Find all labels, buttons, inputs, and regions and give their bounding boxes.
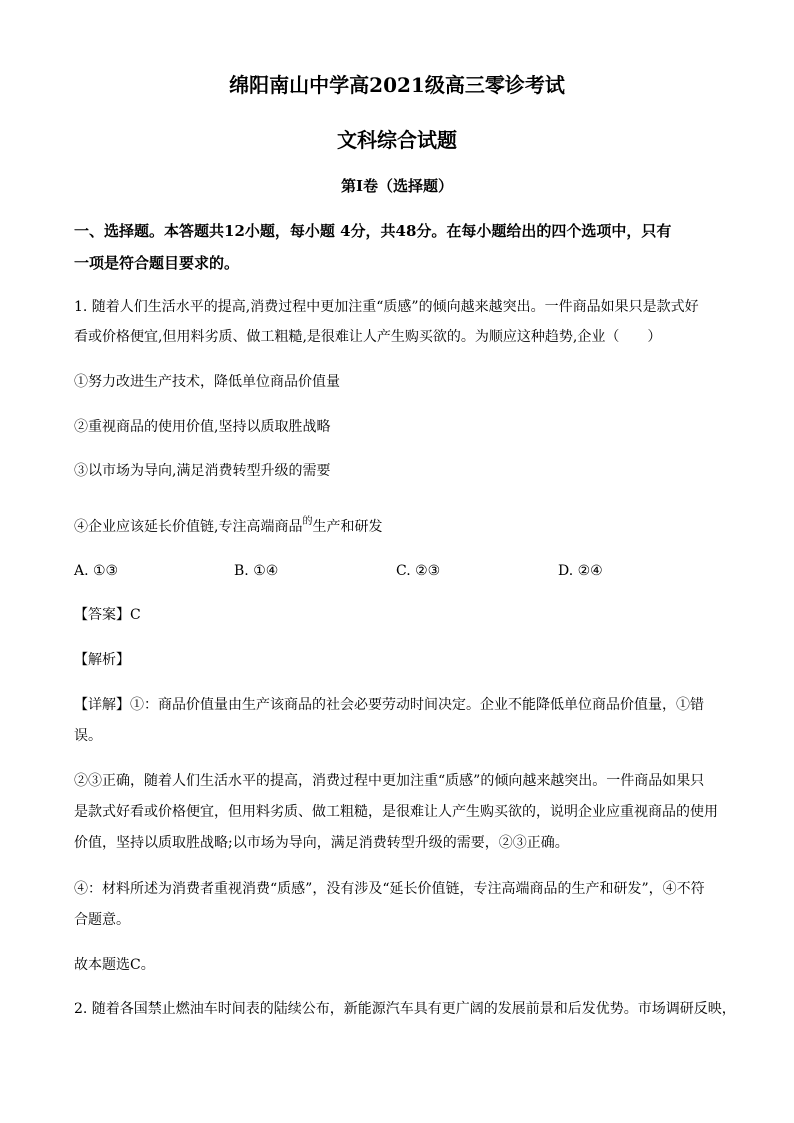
volume-heading: 第Ⅰ卷（选择题） [340,177,454,195]
section-heading-line2: 一项是符合题目要求的。 [74,254,240,272]
q1-choice-c: C. ②③ [396,563,441,579]
q1-option-4-superscript: 的 [302,516,313,527]
q1-choice-b: B. ①④ [234,563,279,579]
q1-option-4-part2: 生产和研发 [312,519,383,535]
q1-conclusion: 故本题选C。 [74,957,155,973]
q1-explanation-p2-line1: ②③正确，随着人们生活水平的提高，消费过程中更加注重“质感”的倾向越来越突出。一件商品如果只 [74,773,705,789]
q1-option-2: ②重视商品的使用价值,坚持以质取胜战略 [74,419,331,435]
page-subtitle: 文科综合试题 [337,128,457,152]
q1-choice-a: A. ①③ [74,563,119,579]
q1-explanation-p2-line3: 价值，坚持以质取胜战略;以市场为导向，满足消费转型升级的需要，②③正确。 [74,835,569,851]
q1-detail-line1: 【详解】①：商品价值量由生产该商品的社会必要劳动时间决定。企业不能降低单位商品价值量，①错 [74,697,704,713]
q1-choice-d: D. ②④ [558,563,603,579]
q1-explanation-p2-line2: 是款式好看或价格便宜，但用料劣质、做工粗糙，是很难让人产生购买欲的，说明企业应重视商品的使用 [74,804,718,820]
q1-stem-line2: 看或价格便宜,但用料劣质、做工粗糙,是很难让人产生购买欲的。为顺应这种趋势,企业（ ） [74,329,662,345]
q2-stem-line1: 2. 随着各国禁止燃油车时间表的陆续公布，新能源汽车具有更广阔的发展前景和后发优势。市场调研反映， [74,1001,736,1017]
page-title: 绵阳南山中学高2021级高三零诊考试 [229,73,565,97]
q1-answer: 【答案】C [74,607,141,623]
q1-analysis-label: 【解析】 [74,652,130,668]
q1-explanation-p3-line2: 合题意。 [74,912,130,928]
q1-option-4-part1: ④企业应该延长价值链,专注高端商品 [74,519,303,535]
q1-detail-line2: 误。 [74,728,102,744]
q1-option-1: ①努力改进生产技术，降低单位商品价值量 [74,374,340,390]
q1-option-4 [74,512,382,537]
section-heading-line1: 一、选择题。本答题共12小题，每小题 4分，共48分。在每小题给出的四个选项中，只有 [74,222,672,240]
q1-option-3: ③以市场为导向,满足消费转型升级的需要 [74,463,331,479]
q1-explanation-p3-line1: ④：材料所述为消费者重视消费“质感”，没有涉及“延长价值链，专注高端商品的生产和研发”，④不符 [74,881,705,897]
q1-stem-line1: 1. 随着人们生活水平的提高,消费过程中更加注重“质感”的倾向越来越突出。一件商品如果只是款式好 [74,299,699,315]
